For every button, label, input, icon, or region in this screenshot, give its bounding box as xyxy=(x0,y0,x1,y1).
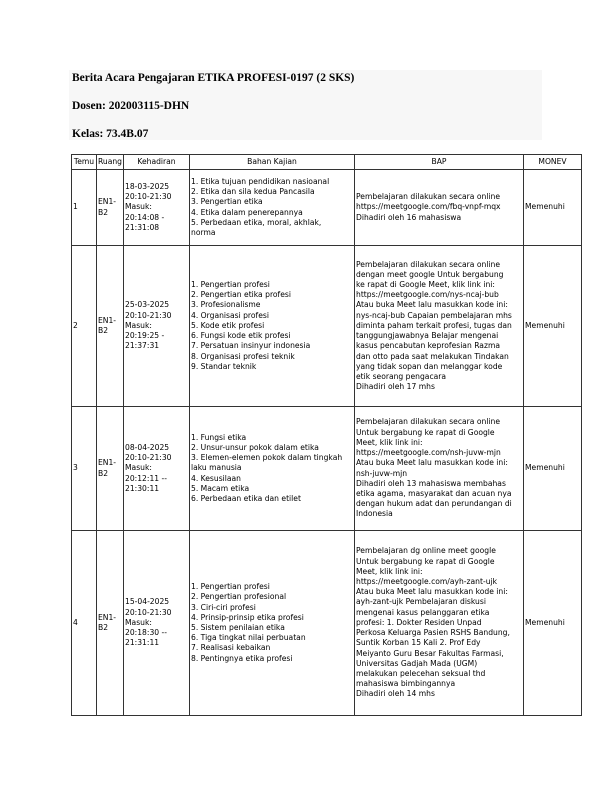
column-header-temu: Temu xyxy=(72,155,97,170)
column-header-bap: BAP xyxy=(355,155,524,170)
column-header-ruang: Ruang xyxy=(97,155,124,170)
column-header-kehadiran: Kehadiran xyxy=(124,155,190,170)
table-row xyxy=(72,407,582,531)
cell-temu: 3 xyxy=(72,407,97,531)
column-header-monev: MONEV xyxy=(524,155,582,170)
cell-bap: Pembelajaran dg online meet google Untuk bergabung ke rapat di Google Meet, klik link ini: https://meetgoogle.com/ayh-zant-ujk Atau buka Meet lalu masukkan kode ini: ayh-zant-ujk Pembelajaran diskusi mengenai kasus pelanggaran etika profesi: 1. Dokter Residen Unpad Perkosa Keluarga Pasien RSHS Bandung, Suntik Korban 15 Kali 2. Prof Edy Meiyanto Guru Besar Fakultas Farmasi, Universitas Gadjah Mada (UGM) melakukan pelecehan seksual thd mahasiswa bimbingannya Dihadiri oleh 14 mhs xyxy=(355,531,524,716)
table-row xyxy=(72,246,582,407)
cell-bahan-kajian: 1. Pengertian profesi 2. Pengertian etika profesi 3. Profesionalisme 4. Organisasi profesi 5. Kode etik profesi 6. Fungsi kode etik profesi 7. Persatuan insinyur indonesia 8. Organisasi profesi teknik 9. Standar teknik xyxy=(190,246,355,407)
cell-temu: 2 xyxy=(72,246,97,407)
cell-bap: Pembelajaran dilakukan secara online Untuk bergabung ke rapat di Google Meet, klik link ini: https://meetgoogle.com/nsh-juvw-mjn Atau buka Meet lalu masukkan kode ini: nsh-juvw-mjn Dihadiri oleh 13 mahasiswa membahas etika agama, masyarakat dan acuan nya dengan hukum adat dan perundangan di Indonesia xyxy=(355,407,524,531)
teaching-report-table xyxy=(71,154,582,716)
cell-ruang: EN1- B2 xyxy=(97,170,124,246)
cell-monev: Memenuhi xyxy=(524,531,582,716)
column-header-bahan-kajian: Bahan Kajian xyxy=(190,155,355,170)
cell-temu: 4 xyxy=(72,531,97,716)
lecturer-line: Dosen: 202003115-DHN xyxy=(72,100,190,112)
cell-bap: Pembelajaran dilakukan secara online dengan meet google Untuk bergabung ke rapat di Google Meet, klik link ini: https://meetgoogle.com/nys-ncaj-bub Atau buka Meet lalu masukkan kode ini: nys-ncaj-bub Capaian pembelajaran mhs diminta paham terkait profesi, tugas dan tanggungjawabnya Belajar mengenai kasus pencabutan keprofesian Razma dan otto pada saat melakukan Tindakan yang tidak sopan dan melanggar kode etik seorang pengacara Dihadiri oleh 17 mhs xyxy=(355,246,524,407)
cell-monev: Memenuhi xyxy=(524,407,582,531)
cell-bahan-kajian: 1. Pengertian profesi 2. Pengertian profesional 3. Ciri-ciri profesi 4. Prinsip-prinsip etika profesi 5. Sistem penilaian etika 6. Tiga tingkat nilai perbuatan 7. Realisasi kebaikan 8. Pentingnya etika profesi xyxy=(190,531,355,716)
cell-ruang: EN1- B2 xyxy=(97,246,124,407)
cell-kehadiran: 15-04-2025 20:10-21:30 Masuk: 20:18:30 -- 21:31:11 xyxy=(124,531,190,716)
cell-monev: Memenuhi xyxy=(524,170,582,246)
cell-kehadiran: 25-03-2025 20:10-21:30 Masuk: 20:19:25 - 21:37:31 xyxy=(124,246,190,407)
cell-monev: Memenuhi xyxy=(524,246,582,407)
cell-bahan-kajian: 1. Fungsi etika 2. Unsur-unsur pokok dalam etika 3. Elemen-elemen pokok dalam tingkah laku manusia 4. Kesusilaan 5. Macam etika 6. Perbedaan etika dan etilet xyxy=(190,407,355,531)
cell-temu: 1 xyxy=(72,170,97,246)
cell-bahan-kajian: 1. Etika tujuan pendidikan nasioanal 2. Etika dan sila kedua Pancasila 3. Pengertian etika 4. Etika dalam penerepannya 5. Perbedaan etika, moral, akhlak, norma xyxy=(190,170,355,246)
cell-ruang: EN1- B2 xyxy=(97,531,124,716)
table-row xyxy=(72,170,582,246)
class-line: Kelas: 73.4B.07 xyxy=(72,128,149,140)
table-header-row xyxy=(72,155,582,170)
cell-ruang: EN1- B2 xyxy=(97,407,124,531)
document-title: Berita Acara Pengajaran ETIKA PROFESI-0197 (2 SKS) xyxy=(72,72,355,84)
cell-kehadiran: 08-04-2025 20:10-21:30 Masuk: 20:12:11 -- 21:30:11 xyxy=(124,407,190,531)
table-row xyxy=(72,531,582,716)
cell-bap: Pembelajaran dilakukan secara online https://meetgoogle.com/fbq-vnpf-mqx Dihadiri oleh 16 mahasiswa xyxy=(355,170,524,246)
cell-kehadiran: 18-03-2025 20:10-21:30 Masuk: 20:14:08 - 21:31:08 xyxy=(124,170,190,246)
